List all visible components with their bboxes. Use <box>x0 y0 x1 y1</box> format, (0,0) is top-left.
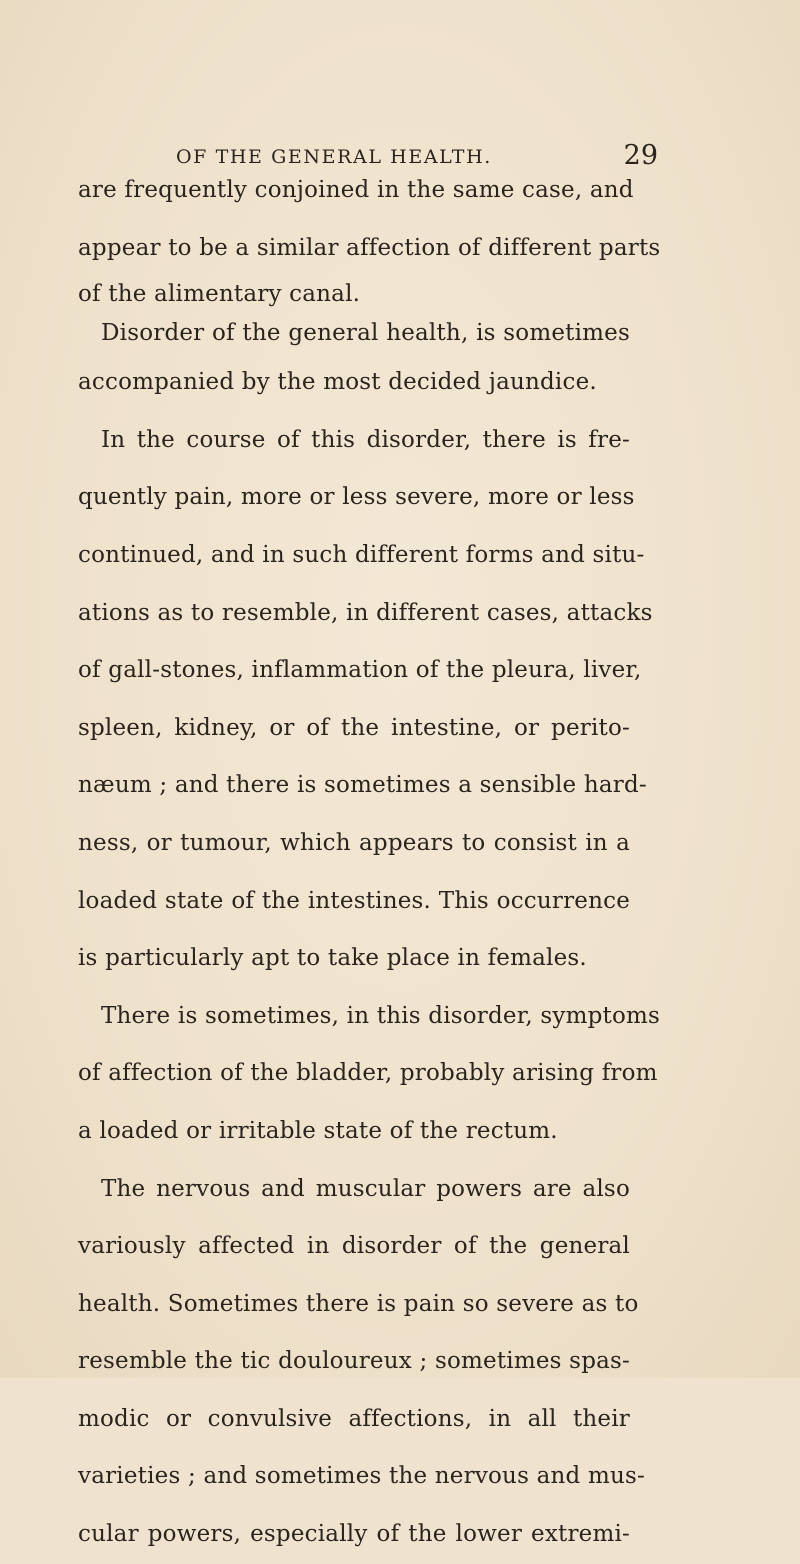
text-line: In the course of this disorder, there is fre- <box>101 426 630 453</box>
text-line: accompanied by the most decided jaundice. <box>78 369 597 396</box>
text-line: næum ; and there is sometimes a sensible hard- <box>78 772 647 799</box>
text-line: health. Sometimes there is pain so severe as to <box>78 1290 639 1317</box>
text-line: resemble the tic douloureux ; sometimes spas- <box>78 1348 630 1375</box>
text-line: modic or convulsive affections, in all their <box>78 1405 630 1432</box>
running-head-title: OF THE GENERAL HEALTH. <box>176 146 492 168</box>
text-line: ness, or tumour, which appears to consist in a <box>78 829 630 856</box>
text-line: cular powers, especially of the lower extremi- <box>78 1521 630 1548</box>
text-line: There is sometimes, in this disorder, symptoms <box>101 1002 661 1029</box>
body-text <box>78 162 661 1564</box>
text-line: Disorder of the general health, is sometimes <box>101 320 630 347</box>
text-line: ations as to resemble, in different cases, attacks <box>78 599 653 626</box>
text-line: variously affected in disorder of the general <box>78 1233 630 1260</box>
text-line: a loaded or irritable state of the rectum. <box>78 1117 558 1144</box>
text-line: loaded state of the intestines. This occurrence <box>78 887 630 914</box>
page-number: 29 <box>623 140 658 171</box>
text-line: are frequently conjoined in the same case, and <box>78 177 634 203</box>
text-line: appear to be a similar affection of different parts <box>78 234 661 261</box>
text-line: varieties ; and sometimes the nervous and mus- <box>78 1463 645 1490</box>
text-line: continued, and in such different forms and situ- <box>78 541 645 568</box>
text-line: spleen, kidney, or of the intestine, or perito- <box>78 714 630 741</box>
text-line: of the alimentary canal. <box>78 281 361 308</box>
text-line: of affection of the bladder, probably arising from <box>78 1060 658 1087</box>
text-line: The nervous and muscular powers are also <box>101 1175 630 1202</box>
text-line: of gall-stones, inflammation of the pleura, liver, <box>78 657 642 684</box>
text-line: is particularly apt to take place in females. <box>78 945 587 972</box>
text-line: quently pain, more or less severe, more or less <box>78 484 635 511</box>
